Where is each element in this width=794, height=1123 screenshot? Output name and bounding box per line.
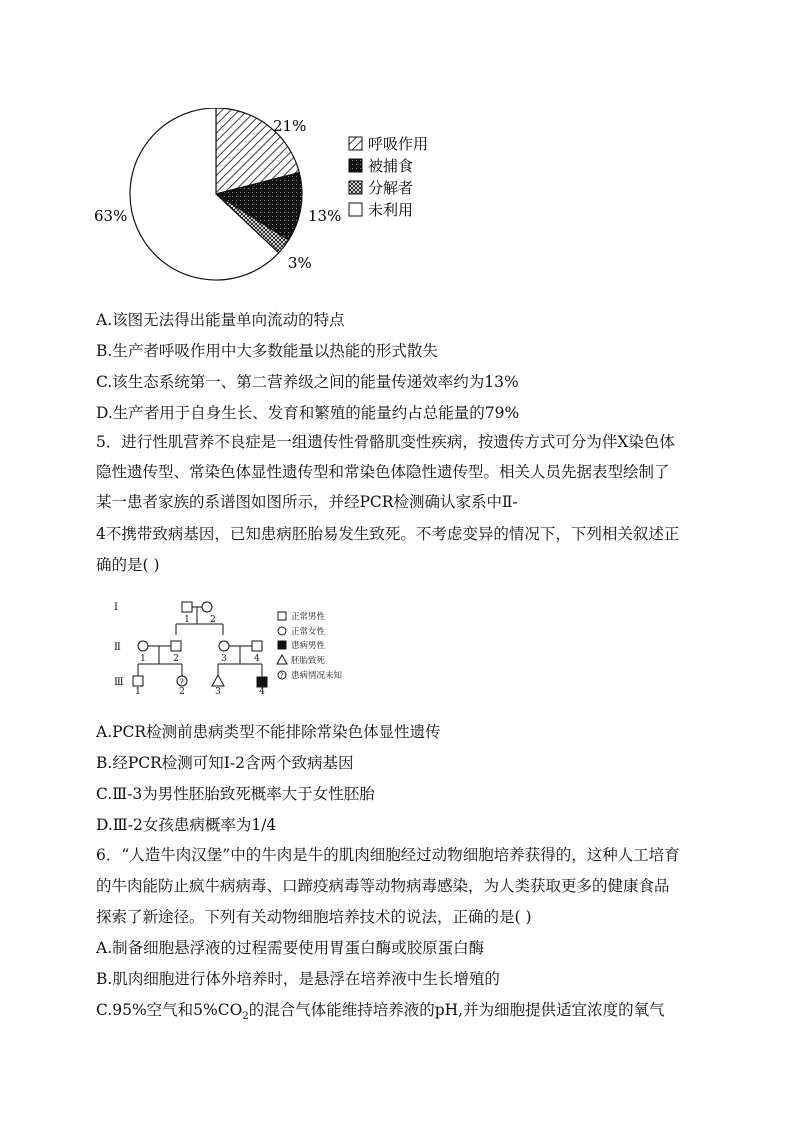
num-I-1: 1 [184,615,190,625]
legend-normal-male-icon [278,612,286,620]
pedigree-diagram [106,592,376,694]
q5-stem-line-1: 5．进行性肌营养不良症是一组遗传性骨骼肌变性疾病，按遗传方式可分为伴X染色体 [96,433,675,451]
q5-stem-line-2: 隐性遗传型、常染色体显性遗传型和常染色体隐性遗传型。相关人员先据表型绘制了 [96,463,670,481]
pie-pct-label-1: 13% [308,207,342,225]
legend-affected-male: 患病男性 [291,641,326,651]
pedigree-III-4 [257,677,267,687]
legend-normal-female-icon [278,627,286,635]
q6-option-a: A.制备细胞悬浮液的过程需要使用胃蛋白酶或胶原蛋白酶 [96,939,485,957]
q4-option-b: B.生产者呼吸作用中大多数能量以热能的形式散失 [96,342,438,360]
pie-legend-swatch-3 [349,203,362,216]
q6-option-c-sub: 2 [242,1011,249,1023]
num-III-2: 2 [179,687,185,694]
q4-option-d: D.生产者用于自身生长、发育和繁殖的能量约占总能量的79% [96,404,520,422]
legend-normal-female: 正常女性 [291,627,326,637]
pie-pct-label-2: 3% [288,254,312,272]
q6-stem-line-3: 探索了新途径。下列有关动物细胞培养技术的说法，正确的是( ) [96,908,532,926]
pedigree-II-2 [171,641,181,651]
pie-pct-label-3: 63% [94,207,128,225]
legend-embryo-death-icon [277,655,287,664]
pie-legend-label-2: 分解者 [368,179,414,197]
num-II-4: 4 [254,654,260,664]
q6-option-c [96,998,665,1022]
num-II-2: 2 [173,654,179,664]
q5-option-c: C.Ⅲ-3为男性胚胎致死概率大于女性胚胎 [96,785,375,803]
q5-option-d: D.Ⅲ-2女孩患病概率为1/4 [96,816,277,834]
num-I-2: 2 [210,615,216,625]
pedigree-III-1 [133,676,143,686]
pedigree-I-1 [182,602,192,612]
legend-embryo-death: 胚胎致死 [291,656,326,666]
pie-pct-label-0: 21% [273,117,307,135]
legend-affected-male-icon [278,641,286,649]
q4-option-c: C.该生态系统第一、第二营养级之间的能量传递效率约为13% [96,373,519,391]
num-II-3: 3 [221,654,227,664]
pie-legend-swatch-1 [349,159,362,172]
q6-option-c-before: C.95%空气和5%CO [96,1001,243,1019]
num-III-1: 1 [135,687,141,694]
q5-stem-line-5: 确的是( ) [96,556,160,574]
unknown-question-mark: ? [179,677,184,687]
pie-legend-label-0: 呼吸作用 [368,135,429,153]
q6-stem-line-1: 6．“人造牛肉汉堡”中的牛肉是牛的肌肉细胞经过动物细胞培养获得的，这种人工培育 [96,846,680,864]
pedigree-III-3 [212,675,224,686]
q6-option-c-after: 的混合气体能维持培养液的pH,并为细胞提供适宜浓度的氧气 [248,1001,665,1019]
legend-normal-male: 正常男性 [291,612,326,622]
num-II-1: 1 [140,654,146,664]
gen-label-2: Ⅱ [114,642,121,653]
pedigree-I-2 [202,602,212,612]
pedigree-II-1 [138,641,148,651]
pie-legend-label-3: 未利用 [368,201,414,219]
pedigree-II-3 [219,641,229,651]
legend-unknown: 患病情况未知 [291,671,343,681]
pie-legend-label-1: 被捕食 [368,157,414,175]
num-III-3: 3 [215,687,221,694]
q5-stem-line-3: 某一患者家族的系谱图如图所示，并经PCR检测确认家系中Ⅱ- [96,493,518,511]
q5-stem-line-4: 4不携带致病基因，已知患病胚胎易发生致死。不考虑变异的情况下，下列相关叙述正 [96,525,680,543]
pedigree-II-4 [252,641,262,651]
legend-question-mark: ? [279,672,284,680]
num-III-4: 4 [259,687,265,694]
gen-label-3: Ⅲ [114,677,124,688]
q5-option-b: B.经PCR检测可知Ⅰ-2含两个致病基因 [96,754,354,772]
energy-pie-chart [88,108,458,288]
q4-option-a: A.该图无法得出能量单向流动的特点 [96,311,345,329]
q5-option-a: A.PCR检测前患病类型不能排除常染色体显性遗传 [96,723,441,741]
q6-stem-line-2: 的牛肉能防止疯牛病病毒、口蹄疫病毒等动物病毒感染，为人类获取更多的健康食品 [96,877,670,895]
pie-legend-swatch-2 [349,181,362,194]
q6-option-b: B.肌肉细胞进行体外培养时，是悬浮在培养液中生长增殖的 [96,970,500,988]
gen-label-1: Ⅰ [114,602,118,613]
pie-legend-swatch-0 [349,137,362,150]
